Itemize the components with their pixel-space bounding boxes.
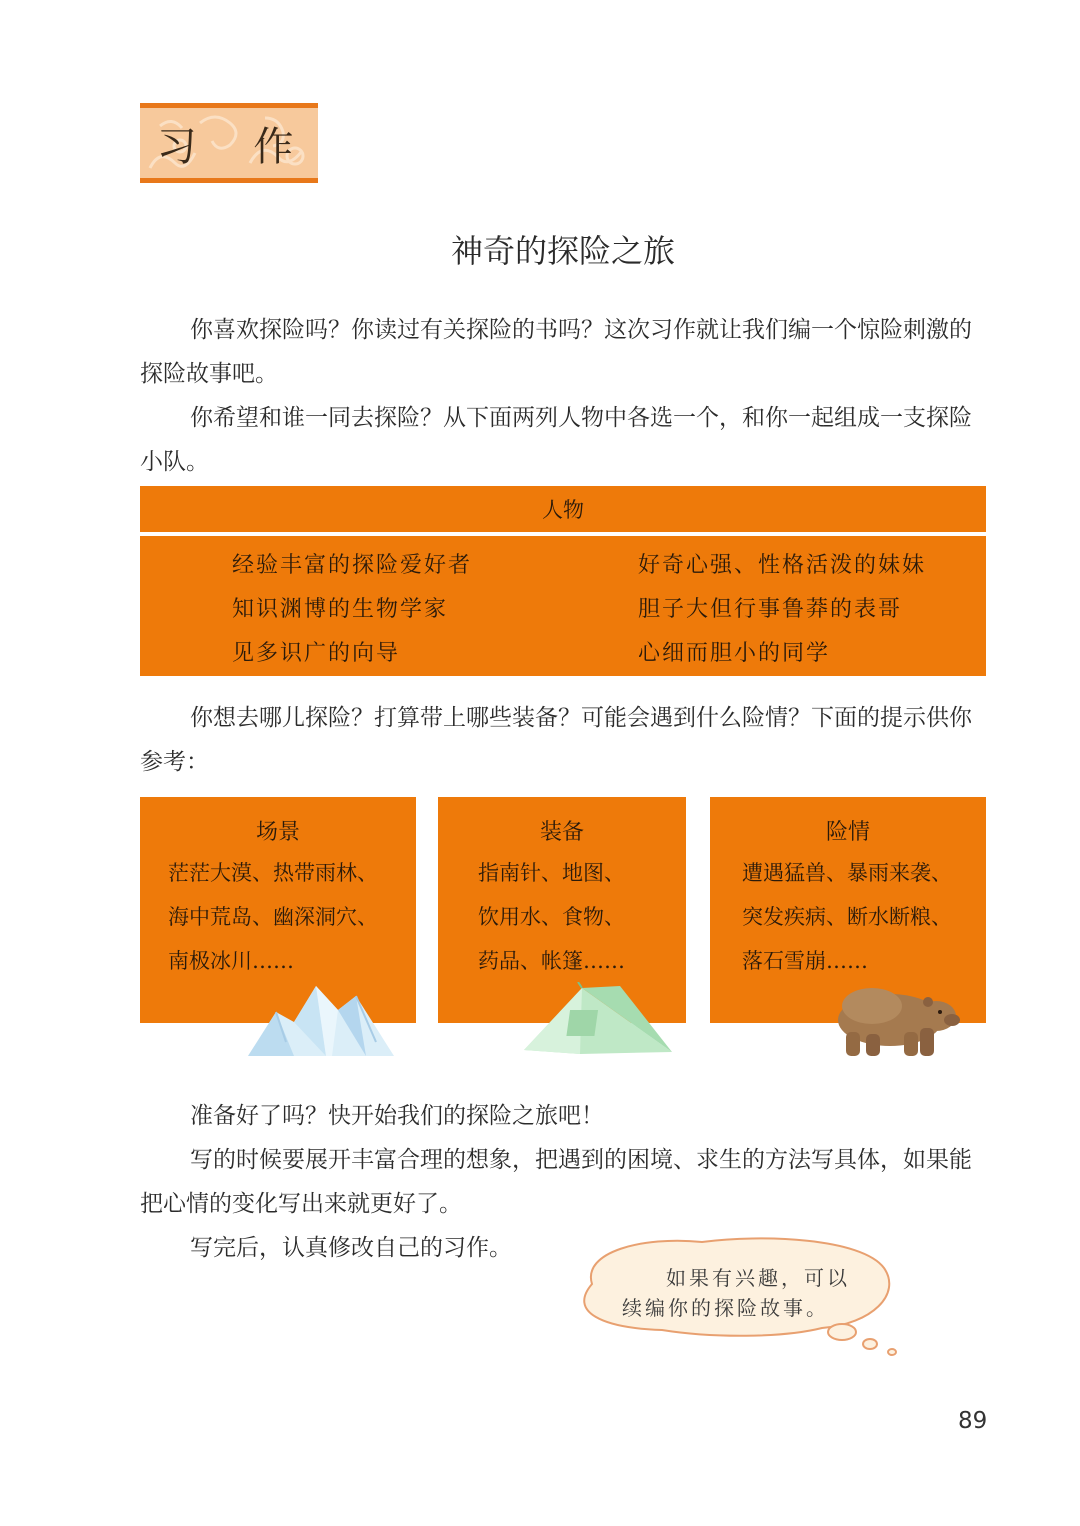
people-left-item: 经验丰富的探险爱好者 xyxy=(232,553,473,578)
people-header-label: 人物 xyxy=(542,498,584,522)
hint-line: 突发疾病、断水断粮、 xyxy=(742,905,952,929)
people-left-item: 知识渊博的生物学家 xyxy=(232,597,449,622)
section-label: 习 作 xyxy=(156,123,316,170)
hint-line: 茫茫大漠、热带雨林、 xyxy=(168,861,378,885)
revise-paragraph: 写完后，认真修改自己的习作。 xyxy=(190,1235,512,1261)
people-right-item: 好奇心强、性格活泼的妹妹 xyxy=(638,553,927,578)
hint-title: 装备 xyxy=(539,820,584,845)
hint-line: 南极冰川…… xyxy=(168,949,294,973)
hint-intro-paragraph: 你想去哪儿探险？打算带上哪些装备？可能会遇到什么险情？下面的提示供你参考： xyxy=(140,705,972,775)
team-paragraph: 你希望和谁一同去探险？从下面两列人物中各选一个，和你一起组成一支探险小队。 xyxy=(140,405,972,475)
ready-paragraph: 准备好了吗？快开始我们的探险之旅吧！ xyxy=(190,1103,604,1129)
writing-tip-paragraph: 写的时候要展开丰富合理的想象，把遇到的困境、求生的方法写具体，如果能把心情的变化写出来就更好了。 xyxy=(140,1147,972,1217)
hint-title: 险情 xyxy=(825,820,870,845)
hint-line: 饮用水、食物、 xyxy=(478,905,625,929)
hint-line: 落石雪崩…… xyxy=(742,949,868,973)
people-header xyxy=(140,486,986,532)
hint-line: 药品、帐篷…… xyxy=(478,949,625,973)
bear-icon xyxy=(832,982,960,1058)
people-table xyxy=(140,536,986,676)
people-right-item: 心细而胆小的同学 xyxy=(638,641,831,666)
hint-title: 场景 xyxy=(255,820,300,845)
intro-paragraph: 你喜欢探险吗？你读过有关探险的书吗？这次习作就让我们编一个惊险刺激的探险故事吧。 xyxy=(140,317,972,387)
bubble-line: 如果有兴趣，可以 xyxy=(666,1266,850,1290)
people-right-item: 胆子大但行事鲁莽的表哥 xyxy=(638,597,903,622)
section-banner xyxy=(140,103,318,183)
page-title: 神奇的探险之旅 xyxy=(450,232,675,270)
tent-icon xyxy=(520,982,676,1056)
page-number: 89 xyxy=(958,1408,988,1434)
people-left-item: 见多识广的向导 xyxy=(232,641,401,666)
hint-line: 指南针、地图、 xyxy=(478,861,625,885)
bubble-line: 续编你的探险故事。 xyxy=(622,1296,829,1320)
iceberg-icon xyxy=(246,982,396,1058)
hint-line: 遭遇猛兽、暴雨来袭、 xyxy=(742,861,952,885)
hint-line: 海中荒岛、幽深洞穴、 xyxy=(168,905,378,929)
